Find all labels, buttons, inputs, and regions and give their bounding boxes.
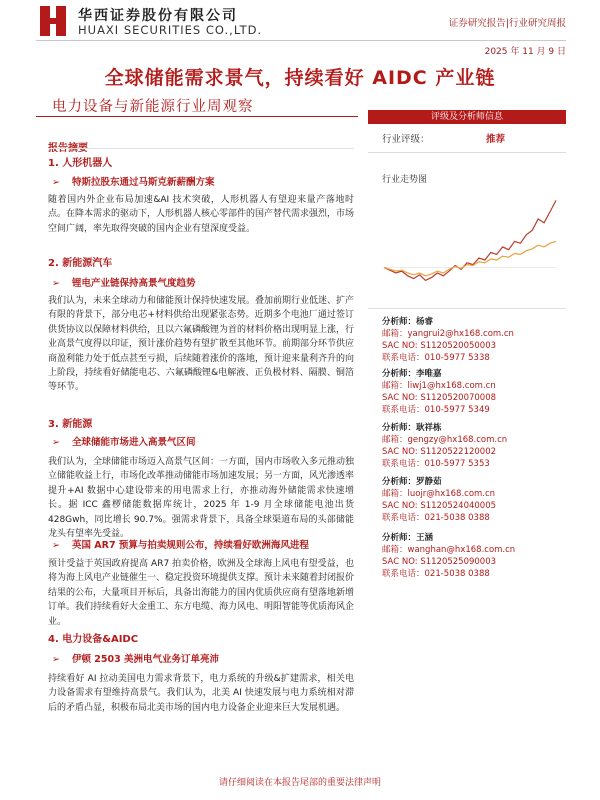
- rating-row: [368, 127, 566, 153]
- analyst-name: 分析师：李唯嘉: [382, 369, 442, 379]
- bullet-text: 锂电产业链保持高景气度趋势: [71, 278, 196, 289]
- analyst-phone: 联系电话：021-5038 0388: [382, 513, 490, 523]
- legal-footer: 请仔细阅读在本报告尾部的重要法律声明: [218, 778, 381, 788]
- analyst-name: 分析师：王涵: [382, 533, 434, 543]
- analyst-name: 分析师：杨睿: [382, 317, 434, 327]
- side-divider: [368, 308, 566, 309]
- trend-chart-title: 行业走势图: [382, 175, 428, 185]
- report-type: 证券研究报告|行业研究周报: [448, 18, 566, 29]
- section-paragraph-2: 我们认为，未来全球动力和储能预计保持快速发展。叠加前期行业低迷、扩产有限的背景下，部分电芯+材料供给出现紧张态势。近期多个电池厂通过签订供货协议以保障材料供给，且以六氟磷酸锂为首的材料价格出现明显上涨，行业高景气度得以印证，预计涨价趋势有望扩散至其他环节。前期部分环节供应商盈利能力处于低点甚至亏损，后续随着涨价的落地，预计迎来量利齐升的向上阶段，持续看好储能电芯、六氟磷酸锂&电解液、正负极材料、隔膜、铜箔等环节。: [48, 296, 355, 393]
- section-bullet-3: [52, 434, 195, 448]
- report-title: 全球储能需求景气，持续看好 AIDC 产业链: [104, 67, 496, 89]
- chart-series-line-2: [384, 241, 556, 275]
- analyst-card-3: [382, 422, 562, 470]
- header-divider: [36, 40, 566, 41]
- side-panel-header: 评级及分析师信息: [368, 110, 566, 124]
- analyst-name: 分析师：罗静茹: [382, 477, 442, 487]
- trend-chart: [380, 187, 560, 292]
- analyst-phone: 联系电话：010-5977 5353: [382, 459, 490, 469]
- analyst-email[interactable]: 邮箱：luojr@hx168.com.cn: [382, 489, 496, 499]
- report-date: 2025 年 11 月 9 日: [484, 47, 566, 57]
- analyst-phone: 联系电话：010-5977 5349: [382, 405, 490, 415]
- analyst-email[interactable]: 邮箱：wanghan@hx168.com.cn: [382, 545, 516, 555]
- arrow-icon: ➢: [52, 437, 60, 448]
- huaxi-logo-icon: [36, 4, 70, 38]
- bullet-text: 英国 AR7 预算与拍卖规则公布，持续看好欧洲海风进程: [71, 540, 309, 551]
- section-bullet-1: [52, 174, 214, 188]
- rating-label: 行业评级：: [382, 134, 430, 145]
- section-title-4: 4. 电力设备&AIDC: [48, 634, 139, 645]
- arrow-icon: ➢: [52, 177, 60, 188]
- analyst-email[interactable]: 邮箱：yangrui2@hx168.com.cn: [382, 329, 514, 339]
- section-title-1: 1. 人形机器人: [48, 158, 113, 169]
- analyst-sac: SAC NO: S1120525090003: [382, 557, 497, 567]
- subtitle-divider: [36, 116, 358, 117]
- rating-value: 推荐: [486, 134, 506, 145]
- analyst-card-1: [382, 316, 562, 364]
- section-bullet-4: [52, 651, 219, 665]
- section-title-3: 3. 新能源: [48, 419, 93, 430]
- analyst-phone: 联系电话：010-5977 5338: [382, 353, 490, 363]
- section-paragraph-3: 我们认为，全球储能市场迈入高景气区间：一方面，国内市场收入多元推动独立储能收益上行，市场化改革推动储能市场加速发展；另一方面，风光渗透率提升+AI 数据中心建设带来的用电需求上行，亦推动海外储能需求快速增长。据 ICC 鑫椤储能数据库统计，2025 年 1-9 月全球储能电池出货 428Gwh，同比增长 90.7%。强需求背景下，具备全球渠道布局的头部储能龙头有望率先受益。: [48, 457, 355, 540]
- bullet-text: 特斯拉股东通过马斯克新薪酬方案: [71, 177, 215, 188]
- report-subtitle: 电力设备与新能源行业周观察: [52, 99, 254, 115]
- chart-series-line-1: [384, 200, 556, 280]
- section-bullet-3b: [52, 537, 309, 551]
- analyst-card-5: [382, 532, 562, 580]
- analyst-phone: 联系电话：021-5038 0388: [382, 569, 490, 579]
- abstract-divider: [48, 148, 354, 149]
- analyst-email[interactable]: 邮箱：gengzy@hx168.com.cn: [382, 435, 508, 445]
- section-paragraph-4: 持续看好 AI 拉动美国电力需求背景下，电力系统的升级&扩建需求，相关电力设备需求有望维持高景气。我们认为，北美 AI 快速发展与电力系统相对滞后的矛盾凸显，积极布局北美市场的国内电力设备企业迎来巨大发展机遇。: [48, 674, 354, 713]
- abstract-title: [48, 139, 88, 154]
- arrow-icon: ➢: [52, 278, 60, 289]
- bullet-text: 全球储能市场进入高景气区间: [71, 437, 196, 448]
- analyst-name: 分析师：耿祥栋: [382, 423, 442, 433]
- analyst-email[interactable]: 邮箱：liwj1@hx168.com.cn: [382, 381, 496, 391]
- section-paragraph-3b: 预计受益于英国政府提高 AR7 拍卖价格，欧洲及全球海上风电有望受益，也将为海上风电产业链催生一、稳定投资环境提供支撑。预计未来随着封闭报价结果的公布，大量项目开标后，具备出海能力的国内优质供应商有望落地新增订单。我们持续看好大金重工、东方电缆、海力风电、明阳智能等优质海风企业。: [48, 559, 355, 627]
- section-bullet-2: [52, 275, 195, 289]
- company-name-cn: 华西证券股份有限公司: [78, 8, 238, 24]
- arrow-icon: ➢: [52, 654, 60, 665]
- company-name-en: HUAXI SECURITIES CO.,LTD.: [78, 23, 263, 37]
- analyst-card-2: [382, 368, 562, 416]
- analyst-sac: SAC NO: S1120520070008: [382, 393, 497, 403]
- analyst-sac: SAC NO: S1120524040005: [382, 501, 497, 511]
- analyst-sac: SAC NO: S1120520050003: [382, 341, 497, 351]
- bullet-text: 伊顿 2503 美洲电气业务订单亮沛: [71, 654, 220, 665]
- analyst-sac: SAC NO: S1120522120002: [382, 447, 497, 457]
- section-paragraph-1: 随着国内外企业布局加速&AI 技术突破，人形机器人有望迎来量产落地时点。在降本需求的驱动下，人形机器人核心零部件的国产替代需求强烈，市场空间广阔，率先取得突破的国内企业有望深度受益。: [48, 195, 355, 234]
- arrow-icon: ➢: [52, 540, 60, 551]
- section-title-2: 2. 新能源汽车: [48, 258, 113, 269]
- analyst-card-4: [382, 476, 562, 524]
